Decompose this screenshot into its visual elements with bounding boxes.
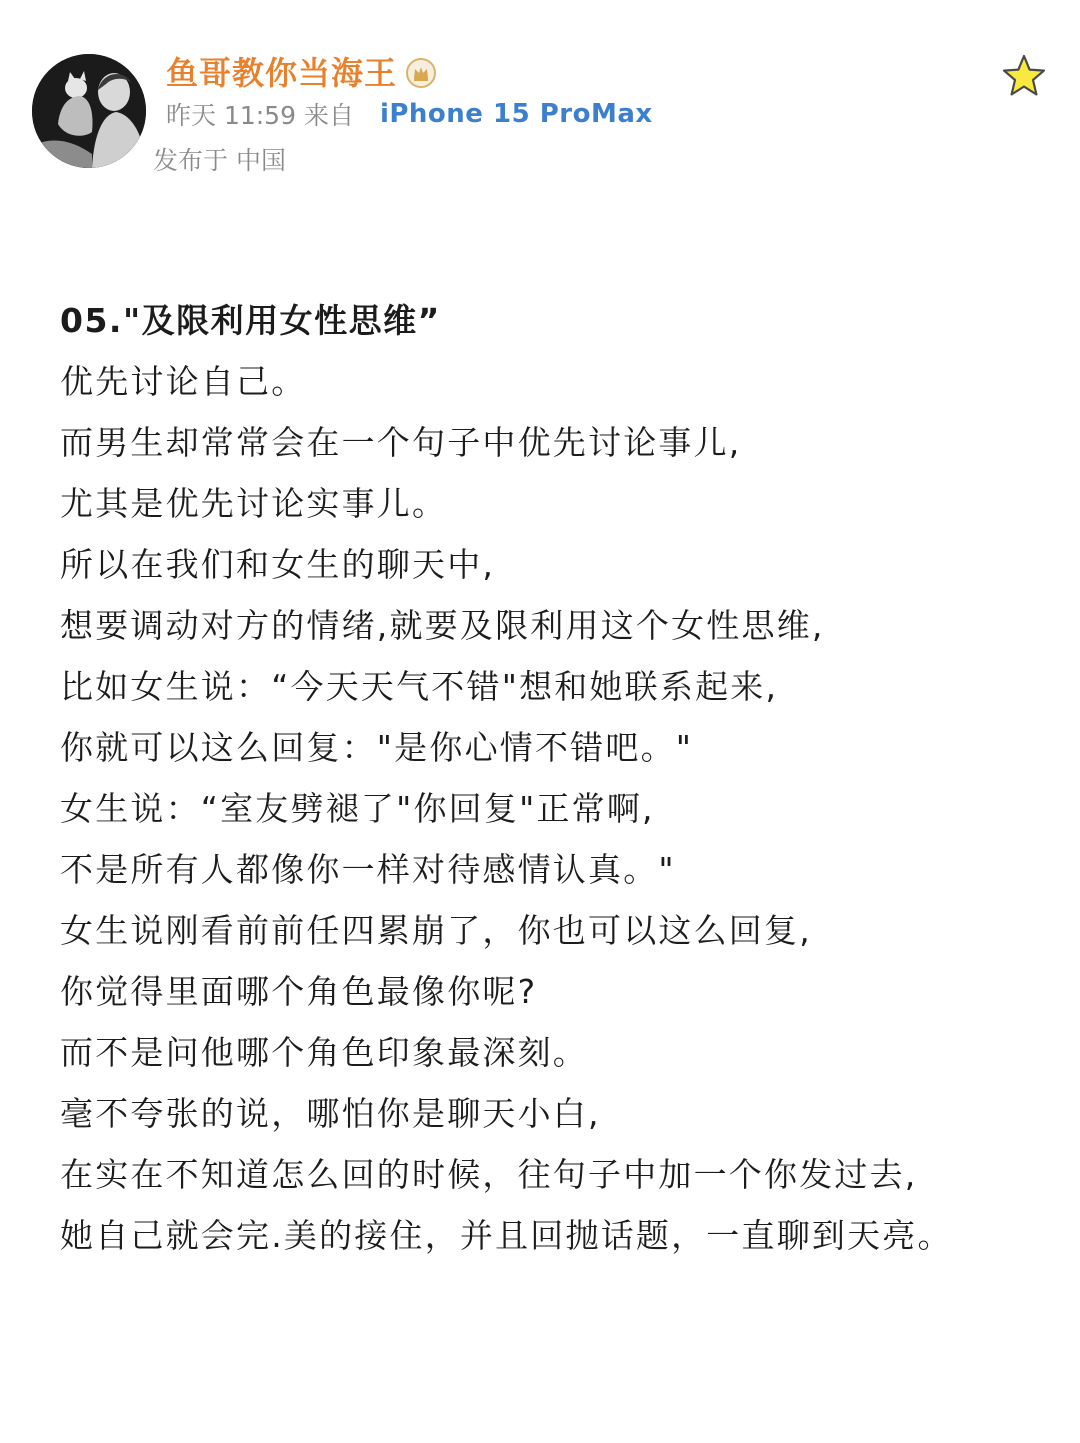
post-line: 毫不夸张的说，哪怕你是聊天小白, [60, 1094, 601, 1133]
post-line: 所以在我们和女生的聊天中, [60, 545, 496, 584]
post-line: 在实在不知道怎么回的时候，往句子中加一个你发过去, [60, 1155, 918, 1194]
post-location: 发布于 中国 [153, 146, 286, 175]
post-line: 想要调动对方的情绪,就要及限利用这个女性思维, [60, 606, 825, 645]
post-meta [166, 94, 653, 134]
post-line: 女生说刚看前前任四累崩了，你也可以这么回复, [60, 911, 812, 950]
post-line: 尤其是优先讨论实事儿。 [60, 484, 448, 523]
post-line: 优先讨论自己。 [60, 362, 307, 401]
username-row [166, 50, 437, 96]
post-time: 昨天 11:59 来自 [166, 101, 354, 130]
post-line: 比如女生说：“今天天气不错"想和她联系起来, [60, 667, 779, 706]
post-header [0, 0, 1080, 200]
post-line: 不是所有人都像你一样对待感情认真。" [60, 850, 676, 889]
post-line: 而不是问他哪个角色印象最深刻。 [60, 1033, 588, 1072]
post-line: 女生说：“室友劈褪了"你回复"正常啊, [60, 789, 655, 828]
avatar-image [32, 54, 146, 168]
post-line: 05."及限利用女性思维” [60, 301, 441, 340]
star-icon[interactable] [1000, 52, 1048, 100]
post-line: 她自己就会完.美的接住，并且回抛话题，一直聊到天亮。 [60, 1216, 953, 1255]
post-content [60, 290, 1060, 1266]
verified-badge-icon [405, 57, 437, 89]
username[interactable]: 鱼哥教你当海王 [166, 54, 398, 92]
device-source[interactable]: iPhone 15 ProMax [379, 99, 653, 129]
post-line: 而男生却常常会在一个句子中优先讨论事儿, [60, 423, 742, 462]
avatar[interactable] [32, 54, 146, 168]
post-line: 你就可以这么回复："是你心情不错吧。" [60, 728, 694, 767]
post-line: 你觉得里面哪个角色最像你呢? [60, 972, 538, 1011]
